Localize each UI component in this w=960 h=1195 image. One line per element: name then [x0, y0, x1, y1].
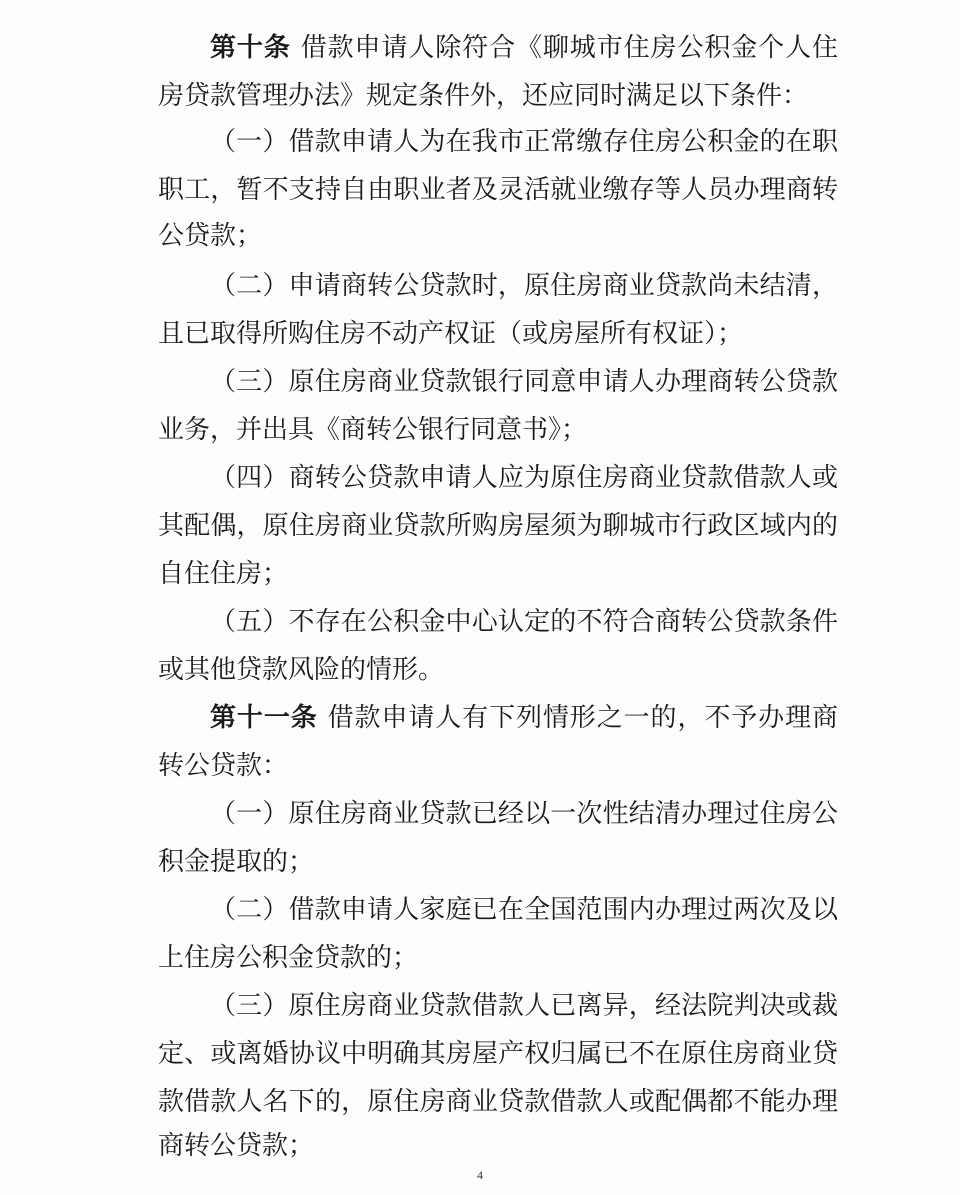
article-10-item-1-line-2: 职工，暂不支持自由职业者及灵活就业缴存等人员办理商转: [158, 175, 838, 205]
article-10-item-5-line-1: （五）不存在公积金中心认定的不符合商转公贷款条件: [210, 607, 838, 637]
article-11-item-3-line-2: 定、或离婚协议中明确其房屋产权归属已不在原住房商业贷: [158, 1039, 838, 1069]
article-10-item-2-line-2: 且已取得所购住房不动产权证（或房屋所有权证）；: [158, 319, 744, 349]
article-10-item-1-line-1: （一）借款申请人为在我市正常缴存住房公积金的在职: [210, 127, 838, 157]
article-10-heading: [210, 24, 838, 72]
article-11-number: 第十一条: [210, 703, 318, 733]
article-10-item-4-line-3: 自住住房；: [158, 559, 289, 589]
article-10-item-2-line-1: （二）申请商转公贷款时，原住房商业贷款尚未结清，: [210, 271, 838, 301]
article-11-item-1-line-1: （一）原住房商业贷款已经以一次性结清办理过住房公: [210, 799, 838, 829]
article-10-item-4-line-1: （四）商转公贷款申请人应为原住房商业贷款借款人或: [210, 463, 838, 493]
page-number: 4: [477, 1168, 483, 1182]
article-10-item-1-line-3: 公贷款；: [158, 221, 263, 251]
article-11-item-3-line-4: 商转公贷款；: [158, 1131, 315, 1161]
article-11-item-1-line-2: 积金提取的；: [158, 847, 315, 877]
article-10-item-3-line-1: （三）原住房商业贷款银行同意申请人办理商转公贷款: [210, 367, 838, 397]
article-11-text-line-2: 转公贷款：: [158, 751, 289, 781]
article-10-item-5-line-2: 或其他贷款风险的情形。: [158, 655, 445, 685]
article-11-item-3-line-3: 款借款人名下的，原住房商业贷款借款人或配偶都不能办理: [158, 1087, 838, 1117]
article-11-item-3-line-1: （三）原住房商业贷款借款人已离异，经法院判决或裁: [210, 991, 838, 1021]
article-10-number: 第十条: [210, 33, 291, 63]
article-10-item-4-line-2: 其配偶，原住房商业贷款所购房屋须为聊城市行政区域内的: [158, 511, 838, 541]
article-10-text-line-2: 房贷款管理办法》规定条件外，还应同时满足以下条件：: [158, 81, 809, 111]
article-10-item-3-line-2: 业务，并出具《商转公银行同意书》；: [158, 415, 588, 445]
article-10-text-line-1: 借款申请人除符合《聊城市住房公积金个人住: [300, 33, 838, 63]
article-11-heading: [210, 694, 838, 742]
article-11-text-line-1: 借款申请人有下列情形之一的，不予办理商: [327, 703, 838, 733]
article-11-item-2-line-1: （二）借款申请人家庭已在全国范围内办理过两次及以: [210, 895, 838, 925]
article-11-item-2-line-2: 上住房公积金贷款的；: [158, 943, 419, 973]
